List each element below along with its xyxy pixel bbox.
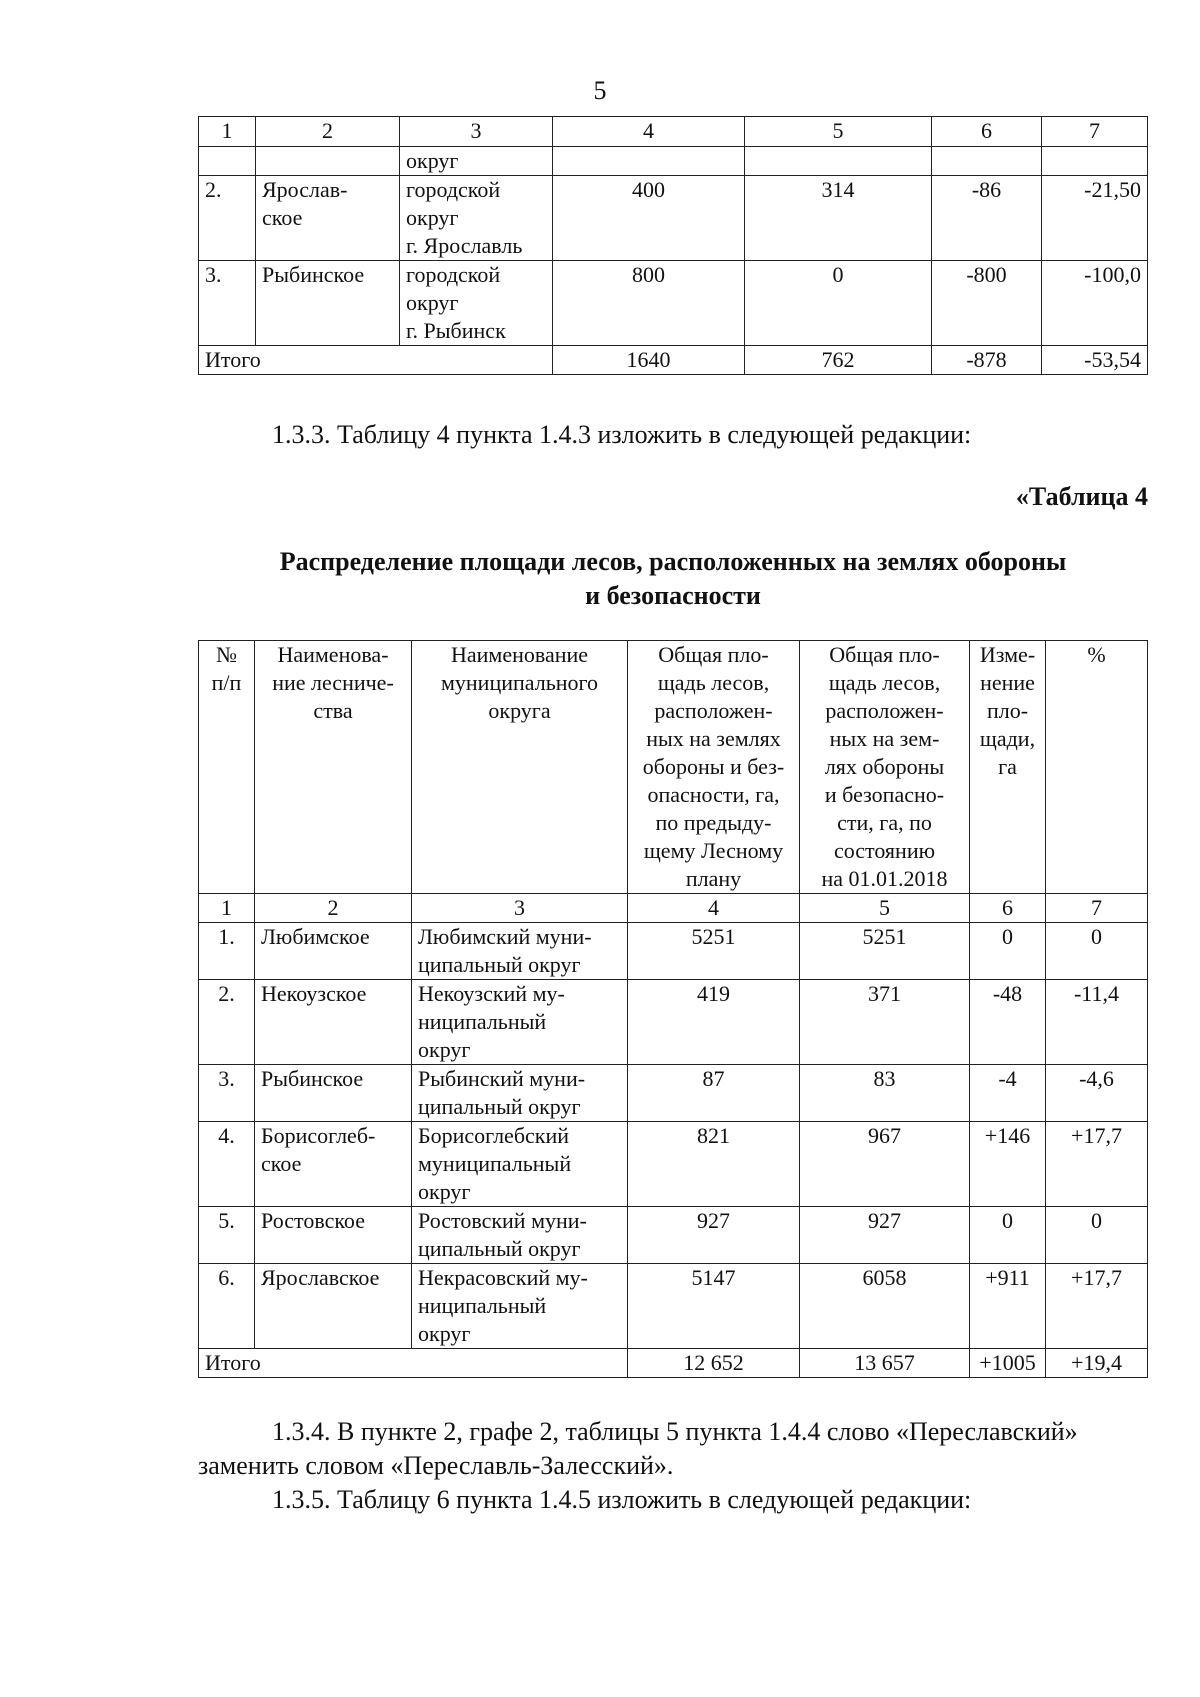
column-header: [1046, 641, 1148, 894]
row-number: 3.: [199, 1065, 255, 1122]
paragraph-1-3-4: 1.3.4. В пункте 2, графе 2, таблицы 5 пункта 1.4.4 слово «Переславский» заменить словом «Переславль-Залесский».: [198, 1417, 1078, 1480]
column-header: [255, 641, 412, 894]
current-area: 967: [800, 1122, 970, 1207]
current-area: 6058: [800, 1264, 970, 1349]
column-header: [199, 641, 255, 894]
column-number: 5: [745, 117, 932, 147]
district-name: [412, 1122, 628, 1207]
column-header-line: состоянию: [833, 838, 936, 863]
percent-change: +17,7: [1046, 1122, 1148, 1207]
forestry-name-line: Ярослав-: [262, 177, 348, 202]
column-header-line: лях обороны: [824, 754, 945, 779]
column-header-line: округа: [488, 698, 551, 723]
column-header-line: %: [1087, 642, 1106, 667]
table-row: [199, 980, 1148, 1065]
total-current-area: 762: [745, 346, 932, 375]
row-number: 4.: [199, 1122, 255, 1207]
column-number: 6: [970, 894, 1046, 923]
previous-area: 400: [553, 176, 745, 261]
percent-change: -21,50: [1042, 176, 1148, 261]
forestry-name-line: Некоузское: [261, 981, 367, 1006]
forestry-name-line: Рыбинское: [261, 1066, 364, 1091]
total-percent-change: -53,54: [1042, 346, 1148, 375]
district-name: [400, 176, 553, 261]
area-change: 0: [970, 923, 1046, 980]
row-number: 3.: [199, 261, 256, 346]
column-header: [628, 641, 800, 894]
total-percent-change: +19,4: [1046, 1349, 1148, 1378]
table-label: «Таблица 4: [1015, 482, 1148, 511]
district-name-line: ниципальный: [418, 1009, 547, 1034]
forestry-name: [256, 261, 400, 346]
forestry-name: [255, 1065, 412, 1122]
district-name-line: округ: [418, 1321, 471, 1346]
table-row: [199, 923, 1148, 980]
column-header-line: п/п: [211, 670, 242, 695]
district-name-line: Рыбинский муни-: [418, 1066, 586, 1091]
paragraph-1-3-3: 1.3.3. Таблицу 4 пункта 1.4.3 изложить в следующей редакции:: [272, 420, 972, 449]
previous-area: 5147: [628, 1264, 800, 1349]
district-name-line: ципальный округ: [418, 1236, 581, 1261]
district-name: [412, 923, 628, 980]
column-header-line: щадь лесов,: [657, 670, 770, 695]
percent-change: -100,0: [1042, 261, 1148, 346]
total-previous-area: 12 652: [628, 1349, 800, 1378]
column-header-line: на 01.01.2018: [821, 866, 948, 891]
table-row: [199, 147, 1148, 176]
forestry-name-line: Ярославское: [261, 1265, 380, 1290]
total-previous-area: 1640: [553, 346, 745, 375]
column-header: [800, 641, 970, 894]
column-number: 1: [199, 894, 255, 923]
total-row: [199, 346, 1148, 375]
column-number: 7: [1042, 117, 1148, 147]
column-header-line: Общая пло-: [658, 642, 769, 667]
district-name: [400, 261, 553, 346]
column-number: 2: [255, 894, 412, 923]
forestry-name: [255, 1122, 412, 1207]
percent-change: 0: [1046, 1207, 1148, 1264]
total-row: [199, 1349, 1148, 1378]
previous-area: 5251: [628, 923, 800, 980]
area-change: 0: [970, 1207, 1046, 1264]
district-name-line: городской: [406, 262, 501, 287]
area-change: [932, 147, 1042, 176]
column-header: [970, 641, 1046, 894]
forestry-name: [255, 1264, 412, 1349]
percent-change: -4,6: [1046, 1065, 1148, 1122]
column-number: 4: [553, 117, 745, 147]
column-header-line: щади,: [979, 726, 1036, 751]
column-header-line: щадь лесов,: [828, 670, 941, 695]
column-number: 1: [199, 117, 256, 147]
column-number: 4: [628, 894, 800, 923]
previous-area: 419: [628, 980, 800, 1065]
previous-area: 800: [553, 261, 745, 346]
column-header-line: и безопасно-: [824, 782, 945, 807]
column-header-line: №: [216, 642, 237, 667]
district-name-line: Ростовский муни-: [418, 1208, 587, 1233]
table-row: [199, 1264, 1148, 1349]
previous-area: 927: [628, 1207, 800, 1264]
district-name: [412, 1264, 628, 1349]
forestry-name-line: Рыбинское: [262, 262, 365, 287]
total-area-change: +1005: [970, 1349, 1046, 1378]
district-name-line: округ: [406, 205, 459, 230]
forestry-name: [255, 980, 412, 1065]
current-area: 0: [745, 261, 932, 346]
column-number-row: [199, 894, 1148, 923]
column-header-line: Наименование: [450, 642, 589, 667]
column-header-line: ние лесниче-: [272, 670, 394, 695]
forestry-name: [255, 923, 412, 980]
row-number: 5.: [199, 1207, 255, 1264]
page-number: 5: [593, 76, 607, 105]
area-change: -48: [970, 980, 1046, 1065]
forestry-name: [256, 147, 400, 176]
header-row: [199, 641, 1148, 894]
column-header-line: муниципального: [440, 670, 598, 695]
column-header-line: расположен-: [654, 698, 773, 723]
table-row: [199, 176, 1148, 261]
district-name-line: муниципальный: [418, 1151, 572, 1176]
column-header-line: нение: [980, 670, 1035, 695]
column-header-line: ных на зем-: [829, 726, 940, 751]
forestry-name-line: Ростовское: [261, 1208, 365, 1233]
row-number: 2.: [199, 980, 255, 1065]
column-header: [412, 641, 628, 894]
current-area: [745, 147, 932, 176]
column-header-line: ства: [313, 698, 353, 723]
total-label: Итого: [199, 1349, 628, 1378]
row-number: 6.: [199, 1264, 255, 1349]
percent-change: 0: [1046, 923, 1148, 980]
district-name-line: Некрасовский му-: [418, 1265, 588, 1290]
district-name-line: округ: [406, 290, 459, 315]
table-row: [199, 1122, 1148, 1207]
district-name-line: ципальный округ: [418, 952, 581, 977]
district-name-line: округ: [418, 1179, 471, 1204]
table-4: [198, 640, 1148, 1378]
column-header-line: обороны и без-: [642, 754, 785, 779]
column-number: 3: [412, 894, 628, 923]
district-name-line: ципальный округ: [418, 1094, 581, 1119]
forestry-name-line: Любимское: [261, 924, 370, 949]
table-title-line-2: и безопасности: [585, 581, 761, 610]
column-header-line: Изме-: [979, 642, 1036, 667]
forestry-name: [256, 176, 400, 261]
area-change: +146: [970, 1122, 1046, 1207]
district-name-line: городской: [406, 177, 501, 202]
table-row: [199, 1207, 1148, 1264]
column-number: 3: [400, 117, 553, 147]
table-row: [199, 261, 1148, 346]
percent-change: [1042, 147, 1148, 176]
column-number: 6: [932, 117, 1042, 147]
district-name-line: Любимский муни-: [418, 924, 592, 949]
column-number: 2: [256, 117, 400, 147]
district-name: [400, 147, 553, 176]
current-area: 5251: [800, 923, 970, 980]
total-area-change: -878: [932, 346, 1042, 375]
column-number: 5: [800, 894, 970, 923]
continuation-table: [198, 116, 1148, 375]
header-row: [199, 117, 1148, 147]
column-header-line: Наименова-: [277, 642, 389, 667]
district-name: [412, 1065, 628, 1122]
district-name-line: округ: [406, 148, 459, 173]
table-title: [198, 545, 1148, 613]
current-area: 83: [800, 1065, 970, 1122]
forestry-name: [255, 1207, 412, 1264]
area-change: +911: [970, 1264, 1046, 1349]
previous-area: 821: [628, 1122, 800, 1207]
row-number: [199, 147, 256, 176]
column-header-line: щему Лесному: [643, 838, 784, 863]
forestry-name-line: ское: [261, 1151, 302, 1176]
column-header-line: ных на землях: [646, 726, 781, 751]
district-name: [412, 1207, 628, 1264]
district-name: [412, 980, 628, 1065]
district-name-line: ниципальный: [418, 1293, 547, 1318]
district-name-line: г. Ярославль: [406, 233, 523, 258]
district-name-line: г. Рыбинск: [406, 318, 506, 343]
forestry-name-line: Борисоглеб-: [261, 1123, 376, 1148]
district-name-line: округ: [418, 1037, 471, 1062]
column-header-line: га: [998, 754, 1017, 779]
row-number: 2.: [199, 176, 256, 261]
area-change: -800: [932, 261, 1042, 346]
current-area: 371: [800, 980, 970, 1065]
district-name-line: Борисоглебский: [418, 1123, 570, 1148]
forestry-name-line: ское: [262, 205, 303, 230]
current-area: 927: [800, 1207, 970, 1264]
row-number: 1.: [199, 923, 255, 980]
previous-area: 87: [628, 1065, 800, 1122]
total-label: Итого: [199, 346, 553, 375]
area-change: -4: [970, 1065, 1046, 1122]
previous-area: [553, 147, 745, 176]
total-current-area: 13 657: [800, 1349, 970, 1378]
column-header-line: по предыду-: [655, 810, 772, 835]
area-change: -86: [932, 176, 1042, 261]
column-header-line: пло-: [986, 698, 1029, 723]
percent-change: -11,4: [1046, 980, 1148, 1065]
table-row: [199, 1065, 1148, 1122]
table-title-line-1: Распределение площади лесов, расположенных на землях обороны: [279, 547, 1067, 576]
column-header-line: Общая пло-: [829, 642, 940, 667]
column-header-line: сти, га, по: [837, 810, 932, 835]
column-header-line: опасности, га,: [647, 782, 780, 807]
column-header-line: расположен-: [825, 698, 944, 723]
column-number: 7: [1046, 894, 1148, 923]
paragraph-1-3-5: 1.3.5. Таблицу 6 пункта 1.4.5 изложить в следующей редакции:: [272, 1485, 972, 1514]
percent-change: +17,7: [1046, 1264, 1148, 1349]
district-name-line: Некоузский му-: [418, 981, 565, 1006]
current-area: 314: [745, 176, 932, 261]
column-header-line: плану: [685, 866, 742, 891]
